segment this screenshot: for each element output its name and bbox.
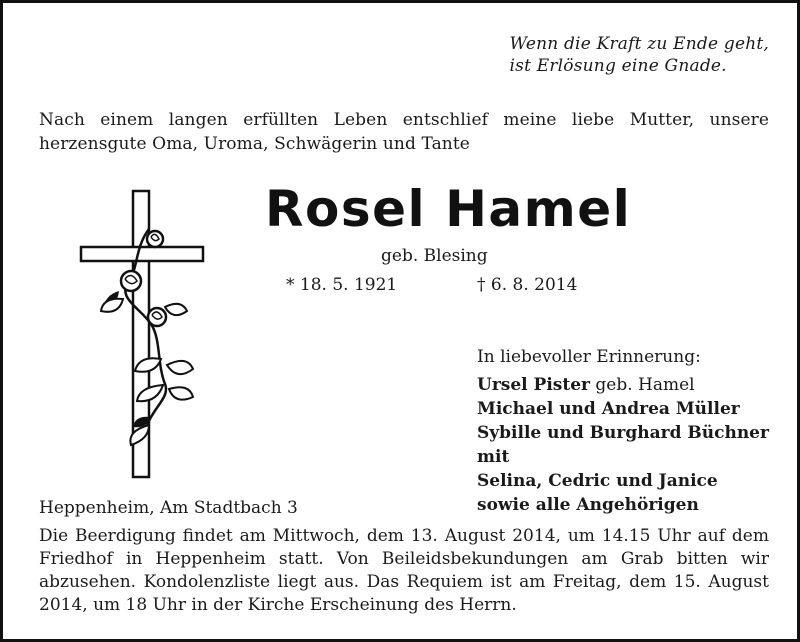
cross-with-roses-icon <box>79 189 205 479</box>
mourner-line: Selina, Cedric und Janice <box>477 471 718 491</box>
address: Heppenheim, Am Stadtbach 3 <box>39 498 298 518</box>
motto-line-1: Wenn die Kraft zu Ende geht, <box>509 34 769 54</box>
mourner-birth-name: geb. Hamel <box>589 375 695 395</box>
motto <box>510 33 769 77</box>
mourner-line: Michael und Andrea Müller <box>477 399 740 419</box>
mourners-block <box>477 345 797 517</box>
mourner-line: sowie alle Angehörigen <box>477 495 699 515</box>
mourner-name: Ursel Pister <box>477 375 590 395</box>
funeral-details: Die Beerdigung findet am Mittwoch, dem 13. August 2014, um 14.15 Uhr auf dem Friedhof in Heppenheim statt. Von Beileidsbekundungen am Grab bitten wir abzusehen. Kondolenzliste liegt aus. Das Requiem ist am Freitag, dem 15. August 2014, um 18 Uhr in der Kirche Erscheinung des Herrn. <box>39 526 769 615</box>
intro-text: Nach einem langen erfüllten Leben entschlief meine liebe Mutter, unsere herzensgute Oma, Uroma, Schwägerin und Tante <box>39 110 769 154</box>
mourner-line <box>477 373 797 397</box>
death-date: † 6. 8. 2014 <box>477 275 578 295</box>
mourners-intro: In liebevoller Erinnerung: <box>477 347 701 367</box>
motto-line-2: ist Erlösung eine Gnade. <box>509 56 727 76</box>
mourner-line: Sybille und Burghard Büchner mit <box>477 423 769 467</box>
birth-date: * 18. 5. 1921 <box>286 275 398 295</box>
deceased-name: Rosel Hamel <box>265 180 632 238</box>
birth-name: geb. Blesing <box>381 246 488 266</box>
